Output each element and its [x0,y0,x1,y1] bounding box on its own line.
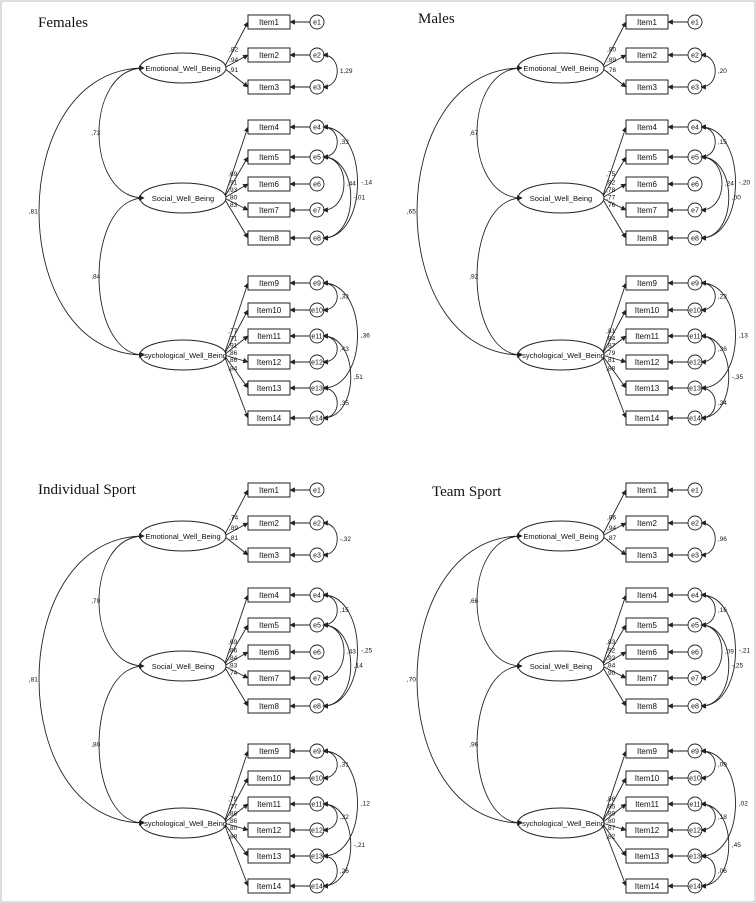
error-covariance-value: ,36 [717,346,727,353]
loading-path [602,823,626,886]
error-covariance-value: ,51 [353,374,363,381]
factor-correlation-arc [477,536,522,666]
observed-item-label: Item8 [258,702,280,711]
error-covariance-arc [701,595,715,625]
loading-value: ,86 [607,514,617,522]
error-covariance-arc [323,127,337,157]
panel-0 [29,15,373,425]
error-term-label: e1 [313,487,321,495]
observed-item-label: Item8 [258,234,280,243]
factor-correlation-arc [417,536,522,823]
error-covariance-value: ,20 [717,68,727,75]
error-covariance-value: ,44 [346,180,356,188]
error-covariance-arc [323,55,337,87]
observed-item-label: Item2 [258,519,280,528]
error-covariance-value: ,15 [339,607,349,614]
error-term-label: e10 [311,307,323,315]
latent-factor-label: Social_Well_Being [151,662,215,671]
error-covariance-value: -,20 [738,179,751,187]
observed-item-label: Item12 [256,358,282,367]
loading-value: ,87 [606,825,616,833]
observed-item-label: Item7 [258,674,280,683]
error-term-label: e12 [311,827,323,835]
panel-1 [407,11,751,425]
error-covariance-value: -,21 [353,842,366,849]
loading-value: ,83 [606,639,616,647]
observed-item-label: Item10 [256,774,282,783]
error-covariance-arc [323,388,337,418]
error-covariance-value: -,35 [731,374,744,381]
error-covariance-value: ,00 [731,194,741,202]
loading-value: ,86 [606,795,616,803]
error-covariance-value: ,45 [731,842,741,849]
error-covariance-value: ,18 [717,814,727,821]
panel-title: Team Sport [432,484,502,500]
factor-correlation-arc [477,198,522,355]
loading-value: ,94 [229,56,239,64]
loading-value: ,86 [228,647,238,655]
error-covariance-arc [701,625,729,706]
error-term-label: e3 [313,552,321,560]
error-term-label: e7 [313,207,321,215]
error-term-label: e5 [313,622,321,630]
loading-value: ,84 [606,662,616,670]
error-covariance-arc [701,751,715,778]
observed-item-label: Item14 [256,414,282,423]
error-covariance-arc [323,595,337,625]
error-term-label: e2 [691,520,699,528]
factor-correlation-arc [39,68,144,355]
observed-item-label: Item4 [636,591,658,600]
factor-correlation-arc [99,198,144,355]
error-covariance-value: -,01 [353,194,366,202]
error-term-label: e3 [313,84,321,92]
observed-item-label: Item12 [256,826,282,835]
observed-item-label: Item3 [258,83,280,92]
observed-item-label: Item13 [256,852,282,861]
error-covariance-arc [323,283,337,310]
error-covariance-value: ,15 [717,139,727,146]
loading-value: ,92 [606,655,616,663]
observed-item-label: Item3 [636,83,658,92]
observed-item-label: Item10 [256,306,282,315]
error-term-label: e2 [313,52,321,60]
loading-value: ,89 [606,810,616,818]
error-covariance-value: ,36 [360,332,370,340]
latent-factor-label: Social_Well_Being [529,662,593,671]
loading-value: ,77 [228,327,238,335]
factor-correlation-value: ,65 [406,208,416,216]
error-term-label: e11 [689,333,701,341]
observed-item-label: Item1 [636,18,658,27]
error-covariance-value: ,09 [724,648,734,656]
observed-item-label: Item13 [634,384,660,393]
error-term-label: e5 [691,154,699,162]
observed-item-label: Item14 [634,414,660,423]
loading-value: ,80 [607,46,617,54]
latent-factor-label: Emotional_Well_Being [523,532,599,541]
loading-value: ,75 [606,171,616,179]
loading-value: ,78 [606,187,616,195]
loading-value: ,82 [229,46,239,54]
observed-item-label: Item2 [636,519,658,528]
error-term-label: e14 [311,415,323,423]
error-term-label: e14 [689,883,701,891]
loading-value: ,74 [229,514,239,522]
loading-value: ,90 [606,670,616,678]
panel-2 [29,482,373,893]
error-term-label: e7 [313,675,321,683]
error-term-label: e6 [313,181,321,189]
loading-value: ,92 [606,647,616,655]
factor-correlation-value: ,80 [91,741,101,749]
error-term-label: e11 [311,333,323,341]
error-covariance-value: -,25 [360,647,373,655]
error-term-label: e8 [313,703,321,711]
factor-correlation-value: ,92 [469,273,479,281]
loading-value: ,91 [228,179,238,187]
loading-value: ,82 [606,179,616,187]
factor-correlation-value: ,96 [469,741,479,749]
error-covariance-value: ,32 [339,814,349,821]
factor-correlation-value: ,73 [91,130,101,137]
error-covariance-value: ,24 [717,400,727,407]
loading-path [224,823,248,886]
observed-item-label: Item10 [634,306,660,315]
error-term-label: e4 [313,124,321,132]
loading-value: ,83 [228,202,238,210]
observed-item-label: Item9 [258,747,280,756]
latent-factor-label: Psychological_Well_Being [139,819,227,828]
loading-value: ,81 [229,535,239,543]
error-covariance-value: ,33 [339,139,349,146]
error-covariance-value: ,31 [339,761,349,769]
error-covariance-arc [323,157,351,238]
panel-title: Males [418,11,455,27]
error-covariance-arc [323,523,337,555]
observed-item-label: Item1 [258,18,280,27]
factor-correlation-value: ,81 [28,208,38,216]
observed-item-label: Item2 [636,51,658,60]
error-term-label: e12 [689,827,701,835]
loading-value: ,71 [228,335,238,343]
observed-item-label: Item13 [634,852,660,861]
factor-correlation-value: ,67 [469,130,479,137]
observed-item-label: Item8 [636,234,658,243]
error-term-label: e4 [691,592,699,600]
error-term-label: e3 [691,552,699,560]
error-term-label: e9 [691,280,699,288]
error-covariance-value: ,09 [717,761,727,769]
loading-value: ,86 [228,357,238,365]
observed-item-label: Item6 [258,648,280,657]
observed-item-label: Item6 [258,180,280,189]
factor-correlation-value: ,79 [91,598,101,605]
error-covariance-arc [701,157,729,238]
factor-correlation-arc [99,536,144,666]
loading-value: ,89 [229,524,239,532]
error-term-label: e1 [313,19,321,27]
observed-item-label: Item3 [258,551,280,560]
loading-value: ,80 [228,825,238,833]
error-covariance-value: ,14 [353,662,363,670]
observed-item-label: Item2 [258,51,280,60]
observed-item-label: Item7 [636,674,658,683]
error-covariance-value: ,06 [717,868,727,875]
latent-factor-label: Social_Well_Being [151,194,215,203]
observed-item-label: Item9 [636,279,658,288]
error-covariance-arc [323,625,351,706]
observed-item-label: Item12 [634,826,660,835]
factor-correlation-arc [99,666,144,823]
observed-item-label: Item9 [258,279,280,288]
loading-value: ,76 [607,67,617,75]
error-term-label: e12 [689,359,701,367]
loading-value: ,76 [606,202,616,210]
latent-factor-label: Psychological_Well_Being [139,351,227,360]
error-term-label: e8 [691,235,699,243]
factor-correlation-value: ,66 [469,598,479,605]
loading-value: ,80 [228,194,238,202]
loading-value: ,91 [228,342,238,350]
loading-value: ,91 [229,67,239,75]
panel-3 [407,483,751,893]
factor-correlation-arc [39,536,144,823]
error-covariance-value: -,21 [738,647,751,655]
error-covariance-value: -,32 [339,536,352,543]
loading-value: ,77 [606,194,616,202]
error-term-label: e4 [691,124,699,132]
error-covariance-value: ,26 [339,868,349,875]
loading-path [602,355,626,418]
factor-correlation-arc [99,68,144,198]
error-covariance-arc [323,856,337,886]
observed-item-label: Item7 [636,206,658,215]
observed-item-label: Item14 [256,882,282,891]
observed-item-label: Item5 [636,153,658,162]
latent-factor-label: Emotional_Well_Being [145,64,221,73]
loading-value: ,69 [228,171,238,179]
error-term-label: e12 [311,359,323,367]
observed-item-label: Item13 [256,384,282,393]
loading-value: ,84 [606,335,616,343]
latent-factor-label: Psychological_Well_Being [517,351,605,360]
error-covariance-value: -,25 [731,662,744,670]
error-covariance-value: ,33 [339,293,349,301]
error-term-label: e4 [313,592,321,600]
error-covariance-arc [701,523,715,555]
observed-item-label: Item6 [636,648,658,657]
error-covariance-arc [701,127,715,157]
error-term-label: e7 [691,207,699,215]
observed-item-label: Item4 [636,123,658,132]
error-covariance-value: ,35 [339,400,349,407]
loading-value: ,88 [606,365,616,373]
observed-item-label: Item11 [257,332,281,341]
observed-item-label: Item6 [636,180,658,189]
latent-factor-label: Emotional_Well_Being [145,532,221,541]
error-term-label: e6 [691,649,699,657]
loading-value: ,86 [228,817,238,825]
error-term-label: e10 [689,775,701,783]
loading-path [224,355,248,418]
error-term-label: e8 [691,703,699,711]
loading-value: ,85 [606,803,616,811]
factor-correlation-value: ,70 [406,676,416,684]
error-covariance-value: ,12 [360,800,370,808]
observed-item-label: Item8 [636,702,658,711]
loading-value: ,88 [228,833,238,841]
error-term-label: e14 [689,415,701,423]
panel-title: Individual Sport [38,482,136,498]
observed-item-label: Item11 [257,800,281,809]
loading-value: ,84 [228,365,238,373]
observed-item-label: Item4 [258,591,280,600]
observed-item-label: Item3 [636,551,658,560]
error-covariance-arc [701,388,715,418]
latent-factor-label: Social_Well_Being [529,194,593,203]
error-term-label: e10 [311,775,323,783]
error-covariance-value: ,13 [738,332,748,340]
loading-value: ,94 [607,524,617,532]
error-term-label: e1 [691,487,699,495]
loading-value: ,74 [228,670,238,678]
loading-value: ,87 [607,535,617,543]
error-covariance-value: ,23 [717,293,727,301]
error-term-label: e8 [313,235,321,243]
loading-value: ,69 [228,639,238,647]
error-term-label: e14 [311,883,323,891]
loading-value: ,80 [606,817,616,825]
error-term-label: e1 [691,19,699,27]
loading-value: ,93 [228,187,238,195]
error-term-label: e6 [313,649,321,657]
error-term-label: e3 [691,84,699,92]
error-covariance-arc [701,283,715,310]
factor-correlation-arc [477,68,522,198]
observed-item-label: Item1 [258,486,280,495]
observed-item-label: Item7 [258,206,280,215]
observed-item-label: Item5 [258,153,280,162]
observed-item-label: Item14 [634,882,660,891]
error-term-label: e10 [689,307,701,315]
error-term-label: e7 [691,675,699,683]
error-term-label: e9 [313,280,321,288]
observed-item-label: Item5 [258,621,280,630]
observed-item-label: Item9 [636,747,658,756]
factor-correlation-value: ,84 [91,273,101,281]
loading-value: ,84 [228,655,238,663]
loading-value: ,88 [228,810,238,818]
error-covariance-value: ,43 [346,648,356,656]
loading-value: ,87 [606,342,616,350]
observed-item-label: Item11 [635,332,659,341]
factor-correlation-value: ,81 [28,676,38,684]
loading-value: ,83 [228,662,238,670]
error-term-label: e5 [313,154,321,162]
error-covariance-value: ,96 [717,536,727,543]
latent-factor-label: Psychological_Well_Being [517,819,605,828]
error-term-label: e13 [311,385,323,393]
error-covariance-value: ,16 [717,607,727,614]
error-term-label: e2 [313,520,321,528]
error-term-label: e9 [691,748,699,756]
error-covariance-value: ,02 [738,800,748,808]
loading-value: ,79 [606,349,616,357]
error-term-label: e13 [311,853,323,861]
loading-value: ,81 [606,357,616,365]
error-term-label: e9 [313,748,321,756]
observed-item-label: Item4 [258,123,280,132]
loading-value: ,77 [228,803,238,811]
error-covariance-value: ,24 [724,180,734,188]
error-term-label: e11 [311,801,323,809]
error-term-label: e6 [691,181,699,189]
observed-item-label: Item10 [634,774,660,783]
loading-value: ,89 [607,56,617,64]
error-covariance-value: ,43 [339,346,349,353]
loading-value: ,81 [606,327,616,335]
observed-item-label: Item5 [636,621,658,630]
panel-title: Females [38,15,88,31]
error-term-label: e2 [691,52,699,60]
loading-value: ,82 [606,833,616,841]
error-covariance-value: -,14 [360,179,373,187]
error-covariance-arc [701,856,715,886]
error-term-label: e11 [689,801,701,809]
factor-correlation-arc [417,68,522,355]
error-term-label: e13 [689,385,701,393]
error-covariance-arc [323,751,337,778]
error-term-label: e5 [691,622,699,630]
observed-item-label: Item11 [635,800,659,809]
observed-item-label: Item1 [636,486,658,495]
factor-correlation-arc [477,666,522,823]
latent-factor-label: Emotional_Well_Being [523,64,599,73]
loading-value: ,79 [228,795,238,803]
error-covariance-value: 1,29 [339,68,353,75]
loading-value: ,86 [228,349,238,357]
error-term-label: e13 [689,853,701,861]
error-covariance-arc [701,55,715,87]
observed-item-label: Item12 [634,358,660,367]
